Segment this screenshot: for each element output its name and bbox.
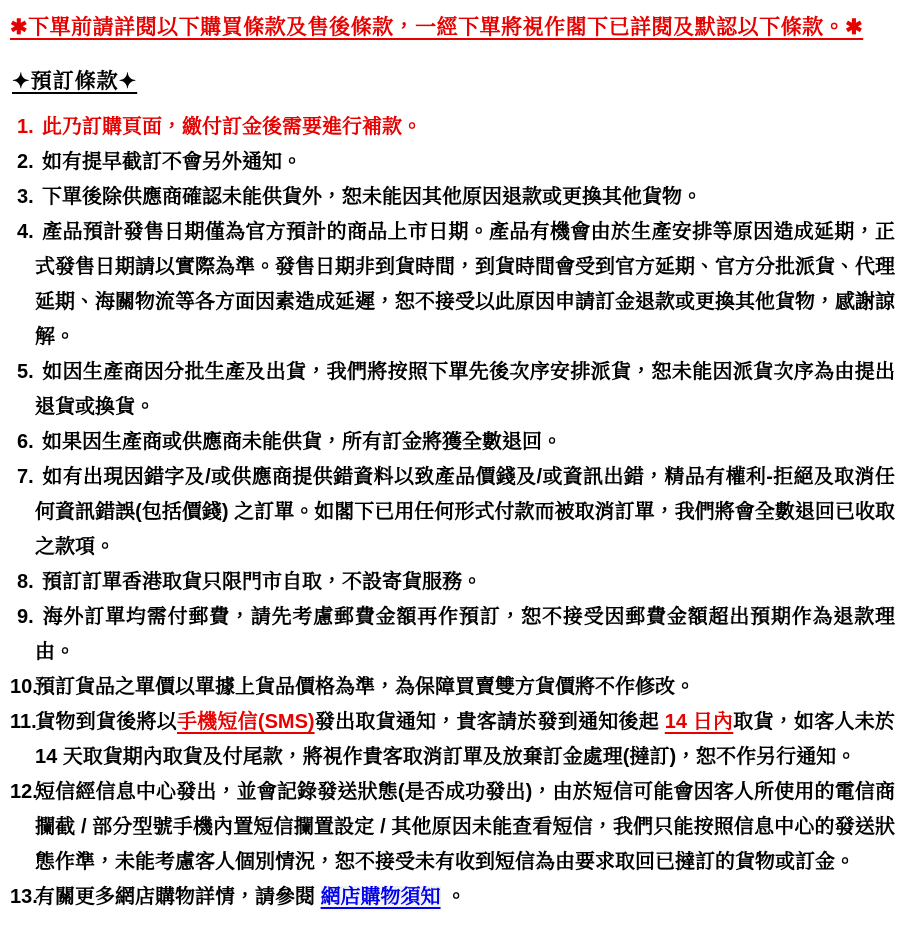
term-text-segment: 。 [440, 886, 467, 908]
term-item-5 [8, 355, 895, 425]
term-item-3 [8, 180, 895, 215]
term-text-segment: 海外訂單均需付郵費，請先考慮郵費金額再作預訂，恕不接受因郵費金額超出預期作為退款理由。 [35, 606, 895, 663]
term-number: 8. [17, 571, 34, 593]
term-item-12 [8, 775, 895, 880]
term-text-segment: 預訂貨品之單價以單據上貨品價格為準，為保障買賣雙方貨價將不作修改。 [35, 676, 695, 698]
term-text-segment: 此乃訂購頁面，繳付訂金後需要進行補款。 [42, 116, 422, 138]
term-text-segment: 下單後除供應商確認未能供貨外，恕未能因其他原因退款或更換其他貨物。 [42, 186, 702, 208]
term-number: 13. [10, 886, 38, 908]
term-item-9 [8, 600, 895, 670]
terms-list [8, 110, 895, 915]
shop-notice-link[interactable]: 網店購物須知 [320, 886, 441, 908]
term-item-4 [8, 215, 895, 355]
term-item-6 [8, 425, 895, 460]
term-number: 6. [17, 431, 34, 453]
term-text-segment: 有關更多網店購物詳情，請參閱 [35, 886, 321, 908]
term-text-segment: 14 日內 [664, 711, 734, 733]
term-number: 7. [17, 466, 34, 488]
term-number: 11. [10, 711, 37, 733]
term-text-segment: 如因生產商因分批生產及出貨，我們將按照下單先後次序安排派貨，恕未能因派貨次序為由提出退貨或換貨。 [35, 361, 895, 418]
section-title-preorder-terms: ✦預訂條款✦ [12, 70, 138, 93]
term-text-segment: 產品預計發售日期僅為官方預計的商品上市日期。產品有機會由於生產安排等原因造成延期，正式發售日期請以實際為準。發售日期非到貨時間，到貨時間會受到官方延期、官方分批派貨、代理延期、海關物流等各方面因素造成延遲，恕不接受以此原因申請訂金退款或更換其他貨物，感謝諒解。 [35, 221, 895, 348]
term-number: 3. [17, 186, 34, 208]
term-text-segment: 發出取貨通知，貴客請於發到通知後起 [314, 711, 665, 733]
term-item-2 [8, 145, 895, 180]
term-item-8 [8, 565, 895, 600]
term-text-segment: 如果因生產商或供應商未能供貨，所有訂金將獲全數退回。 [42, 431, 562, 453]
term-item-1 [8, 110, 895, 145]
term-text-segment: 如有出現因錯字及/或供應商提供錯資料以致產品價錢及/或資訊出錯，精品有權利-拒絕及取消任何資訊錯誤(包括價錢) 之訂單。如閣下已用任何形式付款而被取消訂單，我們將會全數退回已收取之款項。 [35, 466, 895, 558]
term-text-segment: 取貨，如客人未於 14 天取貨期內取貨及付尾款，將視作貴客取消訂單及放棄訂金處理(撻訂)，恕不作另行通知。 [35, 711, 895, 768]
term-number: 10. [10, 676, 38, 698]
term-item-10 [8, 670, 895, 705]
term-number: 12. [10, 781, 38, 803]
term-text-segment: 預訂訂單香港取貨只限門市自取，不設寄貨服務。 [42, 571, 482, 593]
term-item-7 [8, 460, 895, 565]
term-text-segment: 手機短信(SMS) [176, 711, 315, 733]
term-number: 4. [17, 221, 34, 243]
term-number: 1. [17, 116, 34, 138]
term-number: 2. [17, 151, 34, 173]
term-text-segment: 貨物到貨後將以 [35, 711, 177, 733]
pre-order-warning-header: ✱下單前請詳閱以下購買條款及售後條款，一經下單將視作閣下已詳閱及默認以下條款。✱ [10, 16, 864, 39]
term-text-segment: 如有提早截訂不會另外通知。 [42, 151, 302, 173]
term-item-13 [8, 880, 895, 915]
term-text-segment: 短信經信息中心發出，並會記錄發送狀態(是否成功發出)，由於短信可能會因客人所使用的電信商攔截 / 部分型號手機內置短信攔置設定 / 其他原因未能查看短信，我們只能按照信息中心的發送狀態作準，未能考慮客人個別情況，恕不接受未有收到短信為由要求取回已撻訂的貨物或訂金。 [35, 781, 895, 873]
term-number: 9. [17, 606, 34, 628]
term-item-11 [8, 705, 895, 775]
term-number: 5. [17, 361, 34, 383]
